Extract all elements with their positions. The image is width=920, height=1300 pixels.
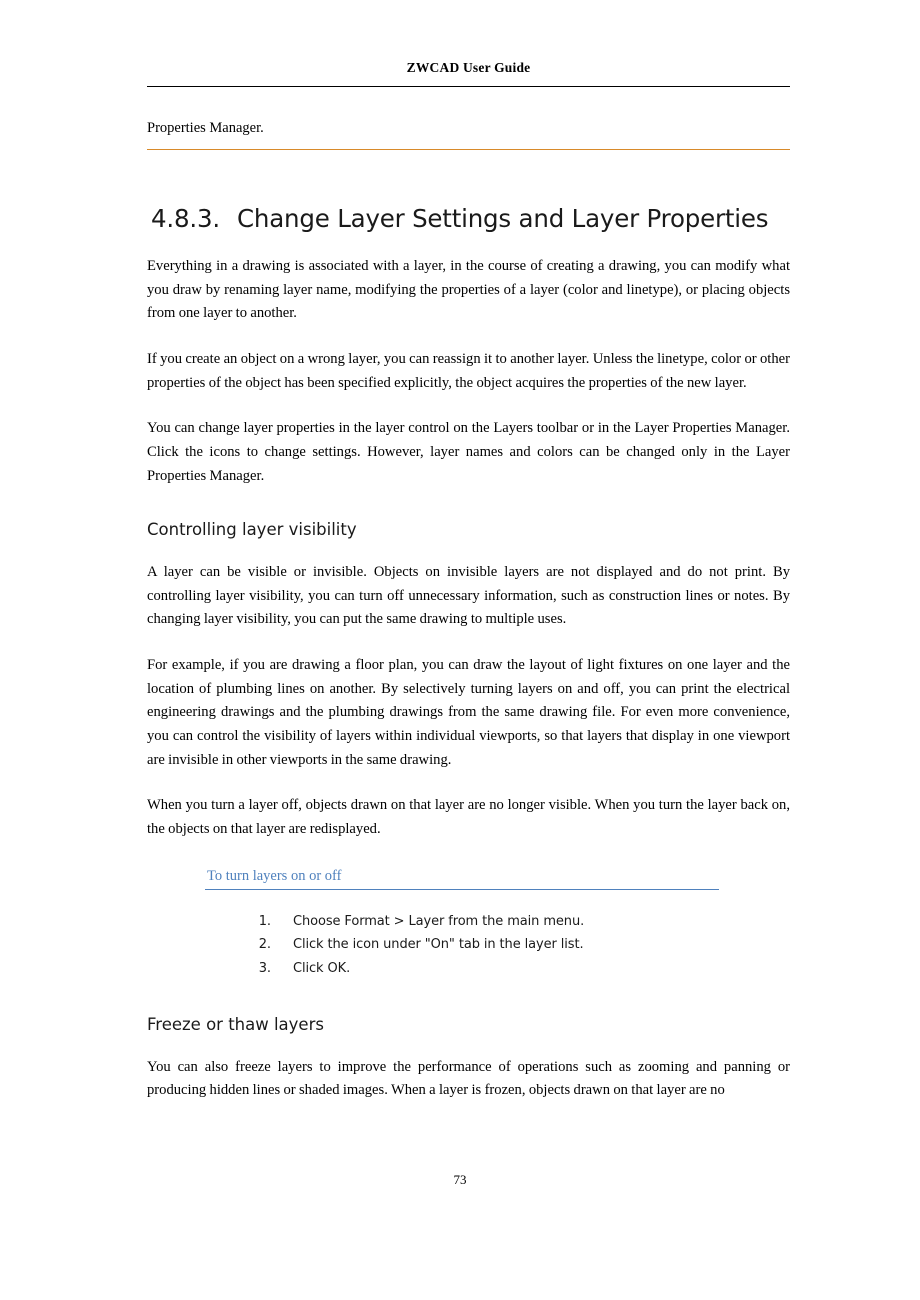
page-number: 73 <box>453 1172 467 1187</box>
list-item: 3. Click OK. <box>275 957 790 981</box>
page-title <box>147 204 790 233</box>
section-title-text: Change Layer Settings and Layer Properties <box>237 204 769 234</box>
callout-title: To turn layers on or off <box>207 867 342 884</box>
paragraph: Everything in a drawing is associated with a layer, in the course of creating a drawing, you can modify what you draw by renaming layer name, modifying the properties of a layer (color and linetype), or placing objects from one layer to another. <box>147 258 790 322</box>
paragraph: You can also freeze layers to improve the performance of operations such as zooming and panning or producing hidden lines or shaded images. When a layer is frozen, objects drawn on that layer are no <box>147 1058 790 1099</box>
subheading-controlling-layer-visibility: Controlling layer visibility <box>147 520 357 540</box>
callout-box <box>205 868 719 890</box>
page-content <box>147 118 790 1103</box>
procedure-steps <box>255 910 790 981</box>
section-number: 4.8.3. <box>151 204 220 234</box>
paragraph: A layer can be visible or invisible. Objects on invisible layers are not displayed and do not print. By controlling layer visibility, you can turn off unnecessary information, such as construction lines or notes. By changing layer visibility, you can put the same drawing to multiple uses. <box>147 564 790 628</box>
lead-text: Properties Manager. <box>147 120 264 136</box>
paragraph: If you create an object on a wrong layer, you can reassign it to another layer. Unless the linetype, color or other properties of the object has been specified explicitly, the object acquires the properties of the new layer. <box>147 350 790 391</box>
paragraph: For example, if you are drawing a floor plan, you can draw the layout of light fixtures on one layer and the location of plumbing lines on another. By selectively turning layers on and off, you can print the electrical engineering drawings and the plumbing drawings from the same drawing file. For even more convenience, you can control the visibility of layers within individual viewports, so that layers that display in one viewport are invisible in other viewports in the same drawing. <box>147 657 790 768</box>
header-divider <box>147 86 790 87</box>
paragraph: You can change layer properties in the layer control on the Layers toolbar or in the Layer Properties Manager. Click the icons to change settings. However, layer names and colors can be changed only in the Layer Properties Manager. <box>147 420 790 484</box>
paragraph: When you turn a layer off, objects drawn on that layer are no longer visible. When you turn the layer back on, the objects on that layer are redisplayed. <box>147 797 790 837</box>
orange-divider <box>147 149 790 150</box>
page-header: ZWCAD User Guide <box>406 60 531 75</box>
callout-divider <box>205 889 719 890</box>
subheading-freeze-or-thaw-layers: Freeze or thaw layers <box>147 1014 324 1034</box>
list-item: 1. Choose Format > Layer from the main menu. <box>275 910 790 934</box>
list-item: 2. Click the icon under "On" tab in the layer list. <box>275 933 790 957</box>
